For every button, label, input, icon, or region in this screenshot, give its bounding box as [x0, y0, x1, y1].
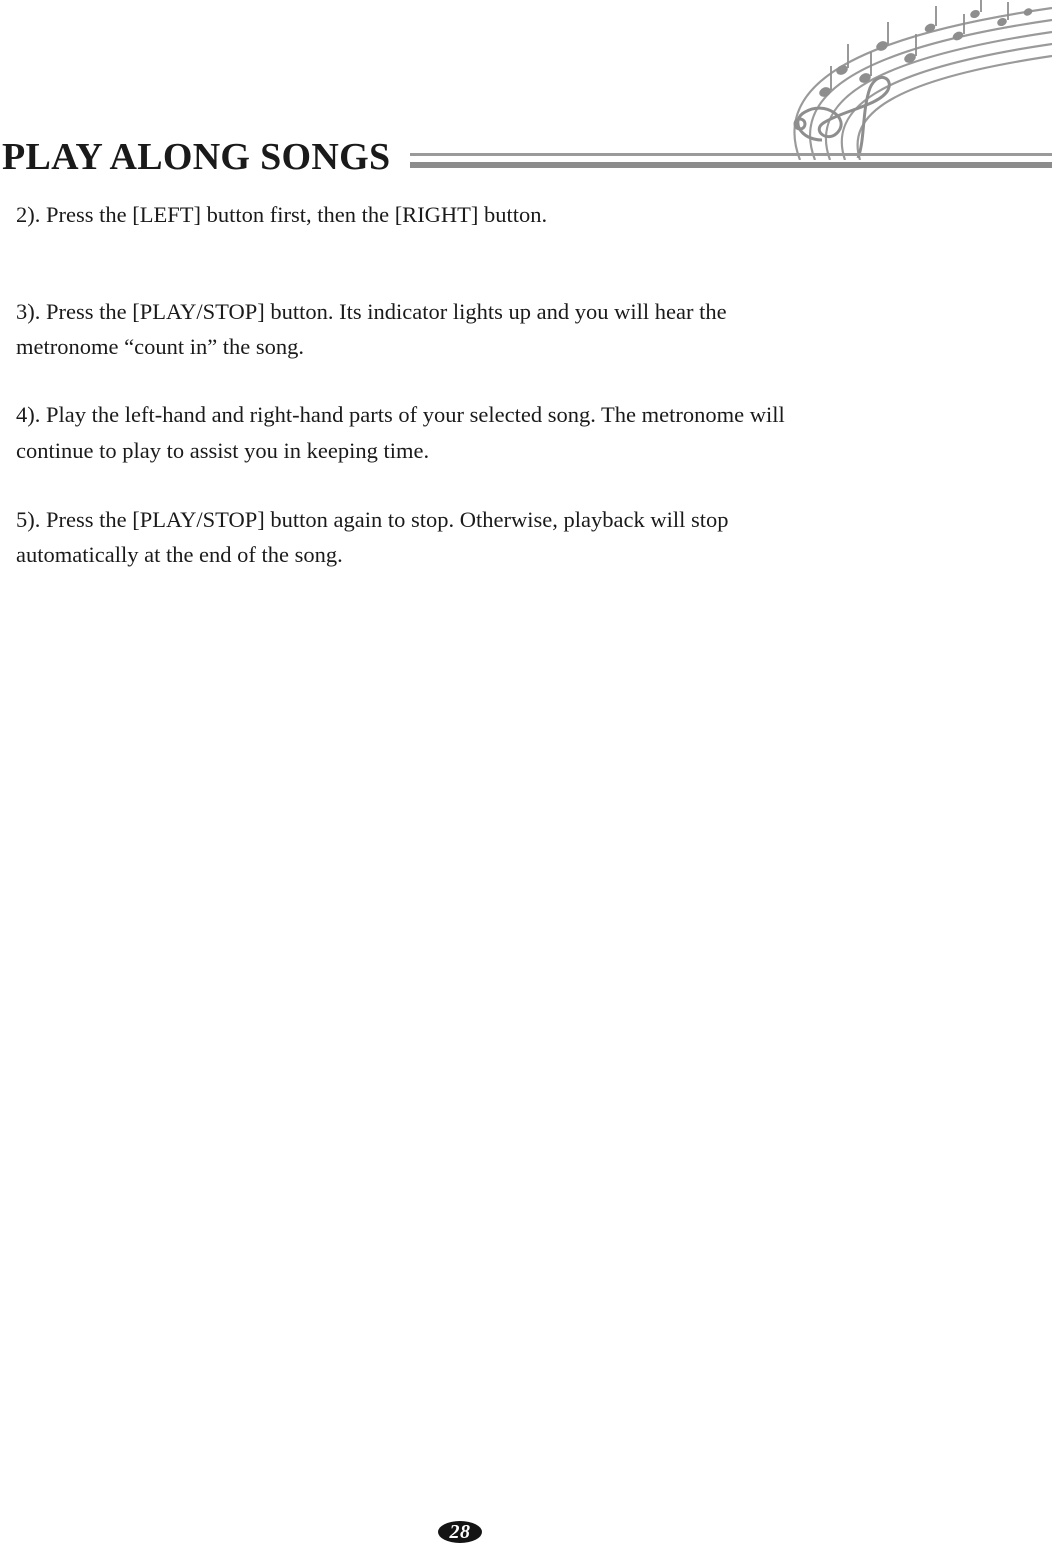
title-rule-thin-line: [410, 153, 1052, 156]
title-rule: [410, 151, 1052, 171]
page-title: PLAY ALONG SONGS: [2, 136, 391, 178]
step-2-line-1: 2). Press the [LEFT] button first, then the [RIGHT] button.: [16, 202, 548, 227]
step-5-line-1: 5). Press the [PLAY/STOP] button again to stop. Otherwise, playback will stop: [16, 507, 729, 532]
step-3-line-2: metronome “count in” the song.: [16, 334, 305, 359]
step-4-line-1: 4). Play the left-hand and right-hand parts of your selected song. The metronome will: [16, 402, 785, 427]
music-staff-graphic: [770, 0, 1052, 160]
title-rule-thick-line: [410, 162, 1052, 168]
step-5-line-2: automatically at the end of the song.: [16, 542, 343, 567]
step-3-line-1: 3). Press the [PLAY/STOP] button. Its indicator lights up and you will hear the: [16, 299, 727, 324]
step-4-line-2: continue to play to assist you in keeping time.: [16, 438, 430, 463]
page-number: 28: [449, 1521, 471, 1543]
page-number-badge: [438, 1521, 482, 1543]
